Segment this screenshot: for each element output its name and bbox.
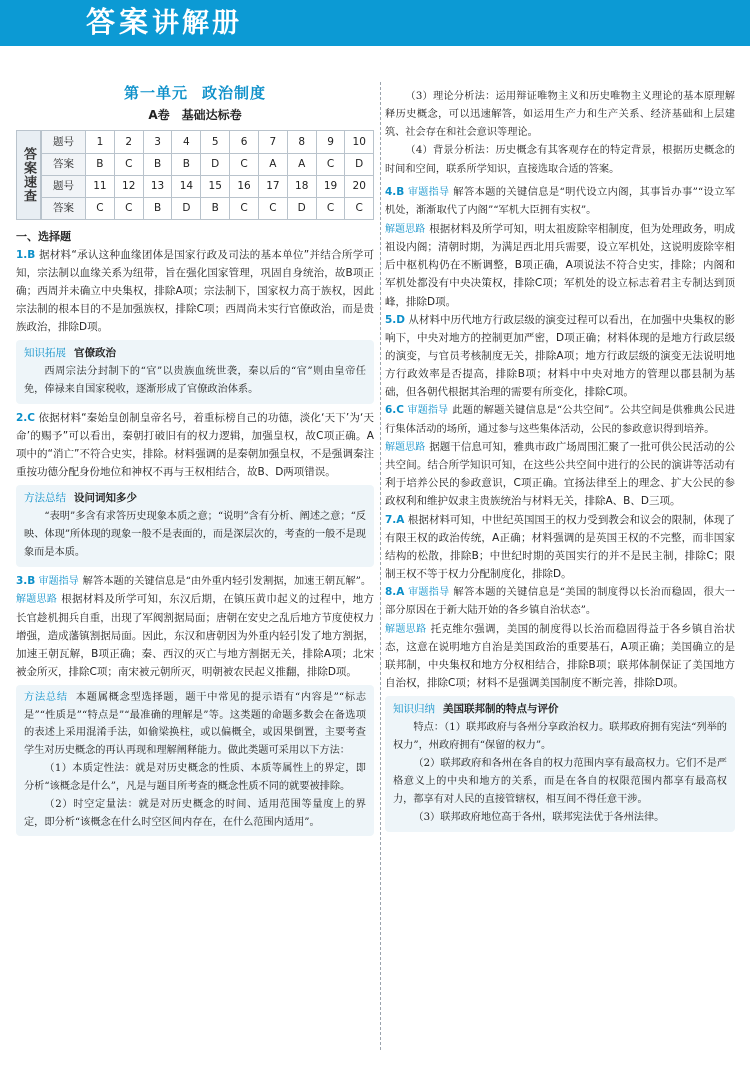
idea-tag: 解题思路 bbox=[385, 442, 426, 454]
answer-cell: A bbox=[287, 153, 316, 175]
question-5 bbox=[385, 311, 735, 401]
answer-cell: C bbox=[230, 153, 259, 175]
box-tag: 知识归纳 bbox=[393, 703, 435, 716]
answer-cell: 5 bbox=[201, 131, 230, 153]
paper-name: 基础达标卷 bbox=[181, 108, 242, 122]
answer-cell: C bbox=[316, 197, 345, 219]
answer-cell: 14 bbox=[172, 175, 201, 197]
box-tag: 方法总结 bbox=[24, 691, 68, 703]
box-point-2: （2）联邦政府和各州在各自的权力范围内享有最高权力。它们不是严格意义上的中央和地方的关系，而是在各自的权限范围内都享有最高权力，都享有对人民的直接管辖权，相互间不得任意干涉。 bbox=[393, 758, 727, 805]
answer-cell: D bbox=[201, 153, 230, 175]
question-number: 4.B bbox=[385, 185, 405, 198]
paper-title bbox=[16, 104, 374, 126]
answer-cell: 3 bbox=[143, 131, 172, 153]
header-title bbox=[86, 4, 242, 42]
question-2 bbox=[16, 409, 374, 481]
answer-cell: D bbox=[345, 153, 373, 175]
idea-tag: 解题思路 bbox=[16, 594, 58, 606]
guide-text: 解答本题的关键信息是“由外重内轻引发割据，加速王朝瓦解”。 bbox=[82, 574, 372, 587]
answer-cell: 4 bbox=[172, 131, 201, 153]
idea-text: 根据材料及所学可知，明太祖废除宰相制度，但为处理政务，明成祖设内阁；清朝时期，为满足西北用兵需要，设立军机处，这说明废除宰相后中枢机构仍在不断调整，B项正确，A项说法不符合史实，排除；内阁和军机处都没有中央决策权，排除C项；军机处的设立标志着君主专制达到顶峰，排除D项。 bbox=[385, 223, 735, 308]
answer-row bbox=[42, 197, 374, 219]
question-7 bbox=[385, 511, 735, 583]
question-text: 据材料“承认这种血缘团体是国家行政及司法的基本单位”并结合所学可知，宗法制以血缘关系为纽带，旨在强化国家管理，巩固自身统治，故B项正确；西周并未确立中央集权，排除A项；宗法制下，国家权力高于族权，因此宗法制的根本目的不是加强族权，排除C项；西周尚未实行官僚政治，而是贵族政治，排除D项。 bbox=[16, 249, 374, 334]
answer-cell: 7 bbox=[258, 131, 287, 153]
box-tag: 知识拓展 bbox=[24, 347, 66, 360]
method-box-2 bbox=[16, 485, 374, 567]
method-continued bbox=[385, 88, 735, 179]
answer-cell: 16 bbox=[230, 175, 259, 197]
answer-cell: C bbox=[114, 197, 143, 219]
answer-cell: 19 bbox=[316, 175, 345, 197]
question-number: 3.B bbox=[16, 574, 36, 587]
answer-cell: 15 bbox=[201, 175, 230, 197]
question-number: 5.D bbox=[385, 313, 406, 326]
question-6 bbox=[385, 401, 735, 511]
answer-row-header: 题号 bbox=[42, 175, 86, 197]
answer-cell: 12 bbox=[114, 175, 143, 197]
question-number: 8.A bbox=[385, 585, 405, 598]
method-3: （3）理论分析法：运用辩证唯物主义和历史唯物主义理论的基本原理解释历史概念，可以迅速解答，如运用生产力和生产关系、经济基础和上层建筑、社会存在和社会意识等理论。 bbox=[385, 91, 735, 139]
box-tag: 方法总结 bbox=[24, 492, 66, 505]
answer-cell: C bbox=[230, 197, 259, 219]
guide-tag: 审题指导 bbox=[407, 186, 450, 198]
summary-box-4 bbox=[385, 696, 735, 831]
method-4: （4）背景分析法：历史概念有其客观存在的特定背景，根据历史概念的时间和空间，联系所学知识，直接选取合适的答案。 bbox=[385, 145, 735, 175]
answer-cell: A bbox=[258, 153, 287, 175]
answer-cell: B bbox=[172, 153, 201, 175]
answer-row bbox=[42, 175, 374, 197]
box-title: 美国联邦制的特点与评价 bbox=[443, 703, 559, 716]
question-number: 6.C bbox=[385, 403, 405, 416]
answer-cell: C bbox=[345, 197, 373, 219]
answer-cell: B bbox=[143, 153, 172, 175]
box-point-1: 特点：（1）联邦政府与各州分享政治权力。联邦政府拥有宪法“列举的权力”，州政府拥有“保留的权力”。 bbox=[393, 722, 727, 752]
answer-cell: C bbox=[114, 153, 143, 175]
answer-cell: B bbox=[86, 153, 115, 175]
answer-cell: 9 bbox=[316, 131, 345, 153]
answer-row-header: 答案 bbox=[42, 153, 86, 175]
guide-text: 解答本题的关键信息是“美国的制度得以长治而稳固，很大一部分原因在于新大陆开始的各乡镇自治状态”。 bbox=[385, 585, 735, 617]
paper-label: A卷 bbox=[148, 108, 170, 122]
idea-tag: 解题思路 bbox=[385, 624, 427, 636]
header-title-rest: 讲解册 bbox=[152, 8, 243, 39]
answer-table bbox=[41, 131, 373, 219]
question-number: 7.A bbox=[385, 513, 405, 526]
question-text: 依据材料“秦始皇创制皇帝名号，着重标榜自己的功德，淡化‘天下’为‘天命’的赐予”可以看出，秦朝打破旧有的权力逻辑，加强皇权，故C项正确。A项中的“消亡”不符合史实，排除。材料强调的是秦朝加强皇权，不是强调秦注重按功德分配身份地位和神权不再与王权相结合，故B、D两项错误。 bbox=[16, 411, 374, 479]
answer-cell: C bbox=[86, 197, 115, 219]
box-method-2: （2）时空定量法：就是对历史概念的时间、适用范围等量度上的界定，即分析“该概念在什么时空区间内存在，在什么范围内适用”。 bbox=[24, 798, 366, 828]
method-box-3 bbox=[16, 685, 374, 837]
answer-cell: 20 bbox=[345, 175, 373, 197]
unit-title bbox=[16, 82, 374, 104]
question-3 bbox=[16, 572, 374, 681]
unit-label: 第一单元 bbox=[123, 84, 188, 102]
answer-cell: 17 bbox=[258, 175, 287, 197]
knowledge-box-1 bbox=[16, 340, 374, 404]
header-title-bold: 答案 bbox=[86, 5, 153, 39]
idea-text: 根据材料及所学可知，东汉后期，在镇压黄巾起义的过程中，地方长官趁机拥兵自重，出现了军阀割据局面；唐朝在安史之乱后地方节度使权力增强，造成藩镇割据局面。因此，东汉和唐朝因为外重内轻引发了地方割据，加速王朝瓦解，B项正确；秦、西汉的灭亡与地方割据无关，排除A项；北宋被金所灭，排除C项；南宋被元朝所灭，明朝被农民起义推翻，排除D项。 bbox=[16, 593, 374, 678]
answer-cell: 10 bbox=[345, 131, 373, 153]
box-title: 设问词知多少 bbox=[74, 492, 137, 505]
answer-cell: 8 bbox=[287, 131, 316, 153]
question-4 bbox=[385, 183, 735, 311]
unit-name: 政治制度 bbox=[202, 84, 267, 102]
box-text: 西周宗法分封制下的“官”以贵族血统世袭，秦以后的“官”则由皇帝任免，俸禄来自国家税收，逐渐形成了官僚政治体系。 bbox=[24, 366, 366, 396]
question-number: 1.B bbox=[16, 249, 36, 261]
answer-cell: D bbox=[172, 197, 201, 219]
idea-tag: 解题思路 bbox=[385, 224, 426, 236]
answer-row bbox=[42, 131, 374, 153]
answer-cell: 1 bbox=[86, 131, 115, 153]
guide-text: 此题的解题关键信息是“公共空间”。公共空间是供雅典公民进行集体活动的场所，通过参与这些集体活动，公民的参政意识得到培养。 bbox=[385, 403, 735, 435]
answer-cell: D bbox=[287, 197, 316, 219]
answer-cell: C bbox=[258, 197, 287, 219]
box-point-3: （3）联邦政府地位高于各州，联邦宪法优于各州法律。 bbox=[413, 811, 665, 823]
answer-side-label bbox=[17, 131, 41, 219]
guide-tag: 审题指导 bbox=[38, 575, 79, 587]
section-heading: 一、选择题 bbox=[16, 230, 71, 243]
question-text: 从材料中历代地方行政层级的演变过程可以看出，在加强中央集权的影响下，中央对地方的控制更加严密，D项正确；材料体现的是地方行政层级的演变，与官员考核制度无关，排除A项；地方行政层级的演变无法说明地方行政效率是否提高，排除B项；材料中中央对地方的管理以郡县制为基础，但各朝代根据其治理的需要有所变化，排除C项。 bbox=[385, 313, 735, 398]
column-divider bbox=[380, 82, 381, 1050]
question-text: 根据材料可知，中世纪英国国王的权力受到教会和议会的限制，体现了有限王权的政治传统，A正确；材料强调的是英国王权的不完整，而非国家结构的松散，排除B；中世纪时期的英国实行的并不是民主制，排除C；限制王权不等于权力分配制度化，排除D。 bbox=[385, 513, 735, 580]
answer-cell: 13 bbox=[143, 175, 172, 197]
idea-text: 托克维尔强调，美国的制度得以长治而稳固得益于各乡镇自治状态，这意在说明地方自治是美国政治的重要基石，A项正确；美国确立的是联邦制，中央集权和地方分权相结合，排除B项；联邦体制保证了美国地方自治权，排除C项；材料不是强调美国制度不断完善，排除D项。 bbox=[385, 623, 735, 690]
answer-cell: B bbox=[143, 197, 172, 219]
guide-tag: 审题指导 bbox=[408, 586, 450, 598]
answer-cell: 18 bbox=[287, 175, 316, 197]
box-text: “表明”多含有求答历史现象本质之意；“说明”含有分析、阐述之意；“反映、体现”所体现的现象一般不是表面的，而是深层次的，考查的一般不是现象而是本质。 bbox=[24, 511, 366, 558]
answer-row-header: 答案 bbox=[42, 197, 86, 219]
header-bar bbox=[0, 0, 750, 46]
answer-cell: 6 bbox=[230, 131, 259, 153]
left-column bbox=[16, 82, 374, 841]
guide-tag: 审题指导 bbox=[407, 404, 449, 416]
guide-text: 解答本题的关键信息是“明代设立内阁，其事旨办事”“设立军机处，渐渐取代了内阁”“军机大臣拥有实权”。 bbox=[385, 185, 735, 217]
answer-cell: B bbox=[201, 197, 230, 219]
answer-row bbox=[42, 153, 374, 175]
answer-quick-check bbox=[16, 130, 374, 220]
question-8 bbox=[385, 583, 735, 693]
answer-cell: C bbox=[316, 153, 345, 175]
answer-cell: 2 bbox=[114, 131, 143, 153]
box-method-1: （1）本质定性法：就是对历史概念的性质、本质等属性上的界定，即分析“该概念是什么”，凡是与题目所考查的概念性质不同的就要被排除。 bbox=[24, 763, 366, 792]
answer-side-text: 答案速查 bbox=[21, 147, 36, 203]
box-title: 官僚政治 bbox=[74, 347, 116, 360]
box-intro: 本题属概念型选择题，题干中常见的提示语有“内容是”“标志是”“性质是”“特点是”“最准确的理解是”等。这类题的命题多数会在备选项的表述上采用混淆手法，如偷梁换柱，或以偏概全，或因果倒置，主要考查学生对历史概念的再认再现和理解阐释能力。做此类题可采用以下方法： bbox=[24, 691, 367, 757]
question-1 bbox=[16, 246, 374, 336]
right-column bbox=[385, 88, 735, 837]
answer-row-header: 题号 bbox=[42, 131, 86, 153]
idea-text: 据题干信息可知，雅典市政广场周围汇聚了一批可供公民活动的公共空间。结合所学知识可知，在这些公共空间中进行的公民的演讲等活动有利于培养公民的参政意识，C项正确。宜扬法律至上的理念、扩大公民的参政权利和维护奴隶主贵族统治与材料无关，排除A、B、D三项。 bbox=[385, 441, 735, 508]
question-number: 2.C bbox=[16, 411, 36, 424]
answer-cell: 11 bbox=[86, 175, 115, 197]
